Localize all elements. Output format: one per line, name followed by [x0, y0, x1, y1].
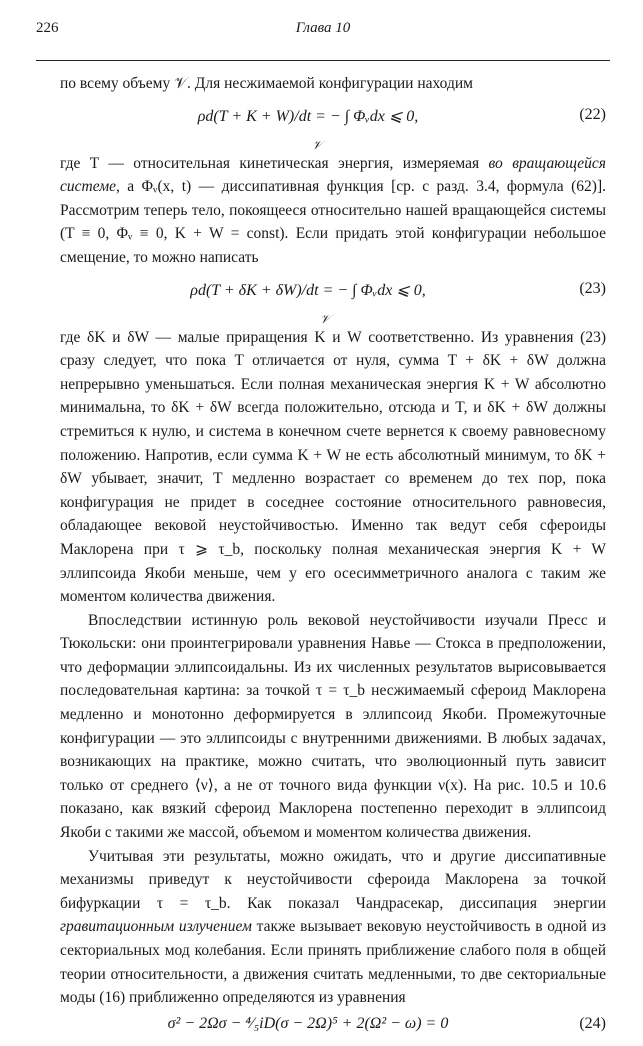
page-header: [36, 20, 610, 61]
running-title: Глава 10: [295, 20, 351, 36]
paragraph-2: [60, 152, 606, 270]
page-number: 226: [36, 20, 59, 36]
page-body: [60, 72, 606, 1046]
equation-23-body: ρd(T + δK + δW)/dt = − ∫ Φᵥdx ⩽ 0,: [190, 281, 426, 299]
equation-22-subscript: 𝒱: [312, 137, 322, 152]
equation-22-number: (22): [579, 105, 606, 123]
equation-22: [60, 96, 606, 152]
paragraph-3: где δK и δW — малые приращения K и W соответственно. Из уравнения (23) сразу следует, что пока T отличается от нуля, сумма T + δK + δW должна непрерывно уменьшаться. Если полная механическая энергия K + W абсолютно минимальна, то δK + δW всегда положительно, отсюда и T, и δK + δW должны стремиться к нулю, и система в конечном счете вернется к своему равновесному положению. Напротив, если сумма K + W не есть абсолютный минимум, то δK + δW убывает, значит, T медленно возрастает со временем до тех пор, пока конфигурация не придет в соседнее состояние относительного равновесия, обладающее вековой неустойчивостью. Именно так ведут себя сфероиды Маклорена при τ ⩾ τ_b, поскольку полная механическая энергия K + W эллипсоида Якоби меньше, чем у его осесимметричного аналога с таким же моментом количества движения.: [60, 328, 606, 606]
paragraph-2-a: где T — относительная кинетическая энергия, измеряемая: [60, 154, 489, 172]
equation-23-number: (23): [579, 279, 606, 297]
paragraph-1: по всему объему 𝒱. Для несжимаемой конфигурации находим: [60, 75, 473, 92]
paragraph-5-a: Учитывая эти результаты, можно ожидать, что и другие диссипативные механизмы приведут к неустойчивости сфероида Маклорена за точкой бифуркации τ = τ_b. Как показал Чандрасекар, диссипация энергии: [60, 847, 606, 912]
equation-24-body: σ² − 2Ωσ − ⁴⁄₅iD(σ − 2Ω)⁵ + 2(Ω² − ω) = 0: [167, 1014, 449, 1032]
paragraph-2-emphasis: во вращающейся системе: [60, 154, 606, 196]
equation-24: [60, 1010, 606, 1046]
paragraph-5-emphasis: гравитационным излучением: [60, 918, 252, 936]
equation-22-body: ρd(T + K + W)/dt = − ∫ Φᵥdx ⩽ 0,: [197, 107, 419, 125]
equation-24-number: (24): [579, 1014, 606, 1032]
equation-23-subscript: 𝒱: [320, 311, 330, 326]
paragraph-2-b: , а Φᵥ(x, t) — диссипативная функция [ср. с разд. 3.4, формула (62)]. Рассмотрим теперь тело, покоящееся относительно нашей вращающейся системы (T ≡ 0, Φᵥ ≡ 0, K + W = const). Если придать этой конфигурации небольшое смещение, то можно написать: [60, 178, 606, 266]
paragraph-5-b: также вызывает вековую неустойчивость в одной из секториальных мод колебания. Если принять приближение слабого поля в общей теории относительности, а движения считать медленными, то две секториальные моды (16) приближенно определяются из уравнения: [60, 918, 606, 1007]
paragraph-4: Впоследствии истинную роль вековой неустойчивости изучали Пресс и Тюкольски: они проинтегрировали уравнения Навье — Стокса в предположении, что деформации эллипсоидальны. Из их численных результатов вырисовывается последовательная картина: за точкой τ = τ_b несжимаемый сфероид Маклорена медленно и монотонно деформируется в эллипсоид Якоби. Промежуточные конфигурации — это эллипсоиды с внутренними движениями. В любых задачах, возникающих на практике, можно считать, что эволюционный путь зависит только от среднего ⟨ν⟩, а не от точного вида функции ν(x). На рис. 10.5 и 10.6 показано, как вязкий сфероид Маклорена постепенно переходит в эллипсоид Якоби с такими же массой, объемом и моментом количества движения.: [60, 611, 606, 842]
paragraph-5: [60, 845, 606, 1010]
equation-23: [60, 270, 606, 326]
